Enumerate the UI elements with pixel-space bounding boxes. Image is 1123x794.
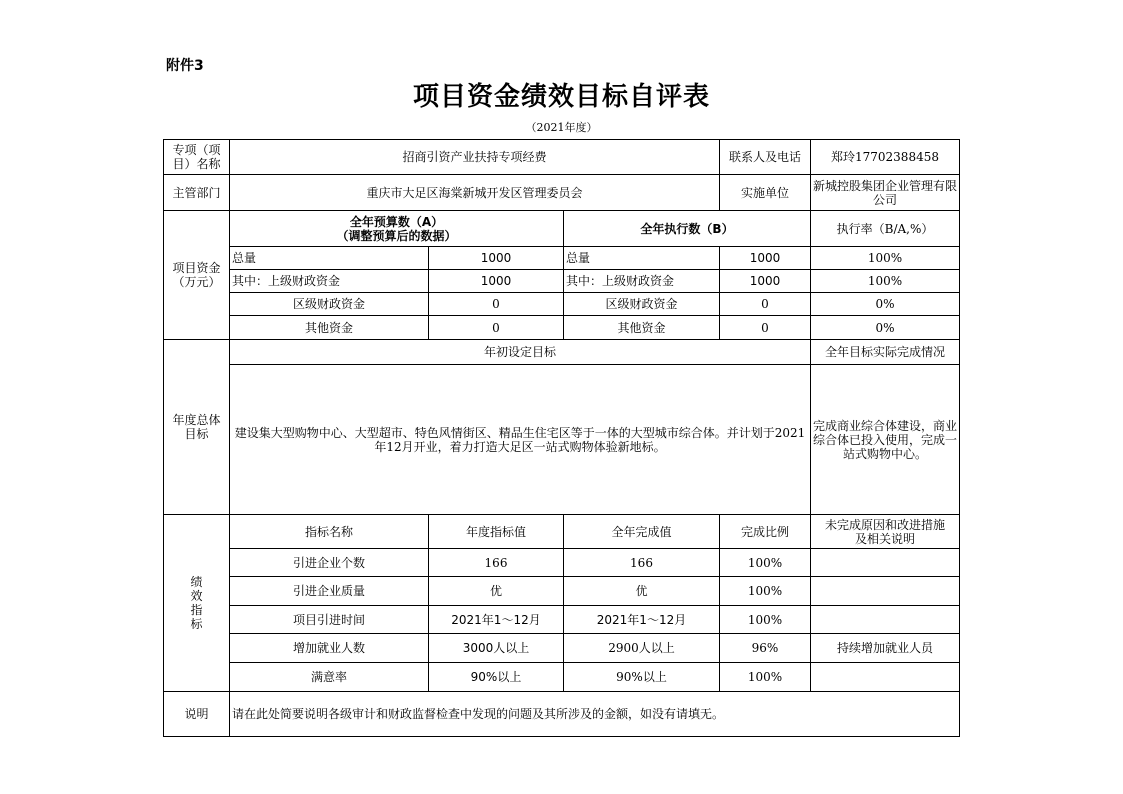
- year-subtitle: （2021年度）: [525, 121, 598, 134]
- funds-exec-value: 0: [720, 293, 811, 316]
- department-value: 重庆市大足区海棠新城开发区管理委员会: [230, 175, 720, 211]
- funds-rate-value: 0%: [811, 293, 960, 316]
- indicator-reason: [811, 606, 960, 634]
- indicator-row: [164, 577, 960, 606]
- funds-budget-label: 总量: [230, 247, 429, 270]
- initial-goal-text: 建设集大型购物中心、大型超市、特色风情街区、精品生住宅区等于一体的大型城市综合体。并计划于2021年12月开业，着力打造大足区一站式购物体验新地标。: [230, 365, 811, 515]
- goals-section-label: [164, 340, 230, 515]
- indicator-reason-header-line1: 未完成原因和改进措施: [824, 517, 945, 532]
- indicator-name: 引进企业个数: [230, 549, 429, 577]
- goals-header-row: [164, 340, 960, 365]
- indicator-reason-header-line2: 及相关说明: [854, 531, 915, 546]
- funds-row: [164, 270, 960, 293]
- execution-rate-header: 执行率（B/A,%）: [811, 211, 960, 247]
- indicator-row: [164, 606, 960, 634]
- project-name-value: 招商引资产业扶持专项经费: [230, 140, 720, 175]
- funds-budget-value: 1000: [429, 270, 564, 293]
- goals-content-row: [164, 365, 960, 515]
- budget-header-line1: 全年预算数（A）: [349, 214, 444, 229]
- indicator-target: 2021年1～12月: [429, 606, 564, 634]
- actual-goal-text: 完成商业综合体建设，商业综合体已投入使用，完成一站式购物中心。: [811, 365, 960, 515]
- contact-label: 联系人及电话: [720, 140, 811, 175]
- funds-row: [164, 316, 960, 340]
- funds-exec-value: 0: [720, 316, 811, 340]
- indicator-ratio-header: 完成比例: [720, 515, 811, 549]
- implementer-label: 实施单位: [720, 175, 811, 211]
- indicators-section-char: 标: [190, 617, 203, 631]
- funds-budget-label: 其中：上级财政资金: [230, 270, 429, 293]
- attachment-label: 附件3: [166, 58, 204, 74]
- indicator-actual: 2900人以上: [564, 634, 720, 663]
- funds-budget-value: 0: [429, 316, 564, 340]
- indicators-section-char: 绩: [190, 575, 203, 589]
- indicator-ratio: 100%: [720, 577, 811, 606]
- indicator-name: 引进企业质量: [230, 577, 429, 606]
- indicator-name: 满意率: [230, 663, 429, 692]
- indicator-ratio: 100%: [720, 606, 811, 634]
- indicator-reason: [811, 663, 960, 692]
- funds-rate-value: 100%: [811, 270, 960, 293]
- indicator-row: [164, 634, 960, 663]
- indicator-reason: 持续增加就业人员: [811, 634, 960, 663]
- funds-header-row: [164, 211, 960, 247]
- goals-section-label-line2: 目标: [184, 427, 209, 441]
- indicator-actual: 2021年1～12月: [564, 606, 720, 634]
- note-row: [164, 692, 960, 737]
- funds-budget-label: 区级财政资金: [230, 293, 429, 316]
- indicators-section-char: 效: [190, 589, 203, 603]
- funds-exec-label: 区级财政资金: [564, 293, 720, 316]
- indicator-name: 项目引进时间: [230, 606, 429, 634]
- initial-goal-header: 年初设定目标: [230, 340, 811, 365]
- funds-row: [164, 247, 960, 270]
- note-text: 请在此处简要说明各级审计和财政监督检查中发现的问题及其所涉及的金额，如没有请填无。: [230, 692, 960, 737]
- funds-rate-value: 100%: [811, 247, 960, 270]
- funds-budget-label: 其他资金: [230, 316, 429, 340]
- funds-section-label: [164, 211, 230, 340]
- indicator-target: 166: [429, 549, 564, 577]
- implementer-value: 新城控股集团企业管理有限公司: [811, 175, 960, 211]
- funds-section-label-line2: （万元）: [172, 275, 221, 289]
- self-evaluation-table: [163, 139, 960, 737]
- indicator-actual: 90%以上: [564, 663, 720, 692]
- budget-header-line2: （调整预算后的数据）: [336, 228, 457, 243]
- indicator-reason: [811, 577, 960, 606]
- indicator-reason: [811, 549, 960, 577]
- funds-section-label-line1: 项目资金: [172, 261, 221, 275]
- indicator-actual: 166: [564, 549, 720, 577]
- indicator-target: 90%以上: [429, 663, 564, 692]
- funds-exec-label: 其他资金: [564, 316, 720, 340]
- budget-header: [230, 211, 564, 247]
- note-label: 说明: [164, 692, 230, 737]
- funds-exec-label: 总量: [564, 247, 720, 270]
- contact-value: 郑玲17702388458: [811, 140, 960, 175]
- project-name-row: [164, 140, 960, 175]
- indicator-target: 3000人以上: [429, 634, 564, 663]
- actual-goal-header: 全年目标实际完成情况: [811, 340, 960, 365]
- funds-row: [164, 293, 960, 316]
- funds-exec-label: 其中：上级财政资金: [564, 270, 720, 293]
- indicators-section-label: [164, 515, 230, 692]
- funds-budget-value: 1000: [429, 247, 564, 270]
- execution-header: 全年执行数（B）: [564, 211, 811, 247]
- indicator-row: [164, 549, 960, 577]
- indicator-reason-header: [811, 515, 960, 549]
- indicators-section-char: 指: [190, 603, 203, 617]
- project-name-label: 专项（项目）名称: [164, 140, 230, 175]
- funds-exec-value: 1000: [720, 270, 811, 293]
- funds-exec-value: 1000: [720, 247, 811, 270]
- indicator-name: 增加就业人数: [230, 634, 429, 663]
- indicator-ratio: 100%: [720, 549, 811, 577]
- page-title: 项目资金绩效目标自评表: [412, 82, 710, 112]
- indicator-row: [164, 663, 960, 692]
- goals-section-label-line1: 年度总体: [172, 413, 221, 427]
- indicator-name-header: 指标名称: [230, 515, 429, 549]
- indicator-target-header: 年度指标值: [429, 515, 564, 549]
- indicator-target: 优: [429, 577, 564, 606]
- indicator-actual: 优: [564, 577, 720, 606]
- indicators-header-row: [164, 515, 960, 549]
- indicator-actual-header: 全年完成值: [564, 515, 720, 549]
- funds-rate-value: 0%: [811, 316, 960, 340]
- department-row: [164, 175, 960, 211]
- indicator-ratio: 96%: [720, 634, 811, 663]
- funds-budget-value: 0: [429, 293, 564, 316]
- department-label: 主管部门: [164, 175, 230, 211]
- indicator-ratio: 100%: [720, 663, 811, 692]
